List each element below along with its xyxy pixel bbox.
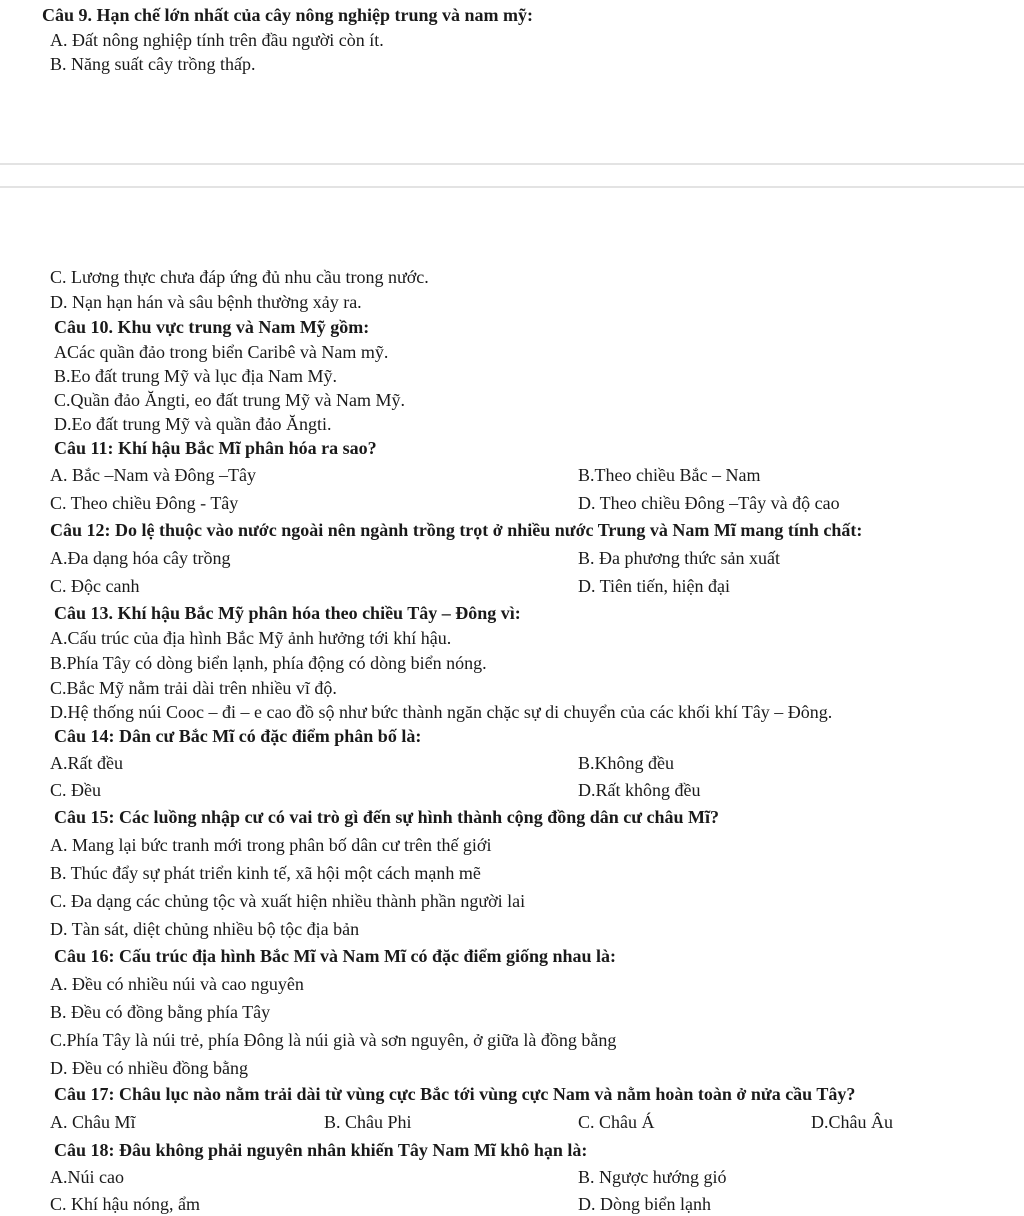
question-12-option-c: C. Độc canh xyxy=(50,576,140,596)
question-17-title: Câu 17: Châu lục nào nằm trải dài từ vùng cực Bắc tới vùng cực Nam và nằm hoàn toàn ở nửa cầu Tây? xyxy=(54,1084,856,1104)
question-17-option-b: B. Châu Phi xyxy=(324,1112,412,1132)
question-15-option-b: B. Thúc đẩy sự phát triển kinh tế, xã hội một cách mạnh mẽ xyxy=(50,863,481,883)
question-13-option-a: A.Cấu trúc của địa hình Bắc Mỹ ảnh hưởng tới khí hậu. xyxy=(50,628,452,648)
question-18-option-d: D. Dòng biển lạnh xyxy=(578,1194,711,1214)
question-16-option-b: B. Đều có đồng bằng phía Tây xyxy=(50,1002,271,1022)
question-18-option-b: B. Ngược hướng gió xyxy=(578,1167,727,1187)
question-18-title: Câu 18: Đâu không phải nguyên nhân khiến Tây Nam Mĩ khô hạn là: xyxy=(54,1140,588,1160)
question-18-option-c: C. Khí hậu nóng, ẩm xyxy=(50,1194,200,1214)
question-16-option-d: D. Đều có nhiều đồng bằng xyxy=(50,1058,248,1078)
question-15-option-a: A. Mang lại bức tranh mới trong phân bố dân cư trên thế giới xyxy=(50,835,492,855)
question-13-title: Câu 13. Khí hậu Bắc Mỹ phân hóa theo chiều Tây – Đông vì: xyxy=(54,603,521,623)
question-15-option-c: C. Đa dạng các chủng tộc và xuất hiện nhiều thành phần người lai xyxy=(50,891,526,911)
question-13-option-b: B.Phía Tây có dòng biển lạnh, phía động có dòng biển nóng. xyxy=(50,653,487,673)
question-13-option-d: D.Hệ thống núi Cooc – đi – e cao đồ sộ như bức thành ngăn chặc sự di chuyển của các khối khí Tây – Đông. xyxy=(50,702,833,722)
question-11-option-a: A. Bắc –Nam và Đông –Tây xyxy=(50,465,256,485)
question-16-option-a: A. Đều có nhiều núi và cao nguyên xyxy=(50,974,304,994)
question-12-option-b: B. Đa phương thức sản xuất xyxy=(578,548,780,568)
question-15-option-d: D. Tàn sát, diệt chủng nhiều bộ tộc địa bản xyxy=(50,919,360,939)
question-10-option-b: B.Eo đất trung Mỹ và lục địa Nam Mỹ. xyxy=(54,366,337,386)
question-14-option-d: D.Rất không đều xyxy=(578,780,701,800)
question-18-option-a: A.Núi cao xyxy=(50,1167,124,1187)
question-13-option-c: C.Bắc Mỹ nằm trải dài trên nhiều vĩ độ. xyxy=(50,678,337,698)
question-10-title: Câu 10. Khu vực trung và Nam Mỹ gồm: xyxy=(54,317,370,337)
question-16-option-c: C.Phía Tây là núi trẻ, phía Đông là núi già và sơn nguyên, ở giữa là đồng bằng xyxy=(50,1030,617,1050)
question-11-title: Câu 11: Khí hậu Bắc Mĩ phân hóa ra sao? xyxy=(54,438,377,458)
question-12-option-d: D. Tiên tiến, hiện đại xyxy=(578,576,730,596)
question-10-option-a: ACác quần đảo trong biển Caribê và Nam mỹ. xyxy=(54,342,389,362)
question-14-option-c: C. Đều xyxy=(50,780,101,800)
question-9-option-d: D. Nạn hạn hán và sâu bệnh thường xảy ra. xyxy=(50,292,362,312)
section-divider-bottom xyxy=(0,186,1024,188)
question-9-option-c: C. Lương thực chưa đáp ứng đủ nhu cầu trong nước. xyxy=(50,267,429,287)
question-17-option-c: C. Châu Á xyxy=(578,1112,655,1132)
question-11-option-b: B.Theo chiều Bắc – Nam xyxy=(578,465,761,485)
question-9-title: Câu 9. Hạn chế lớn nhất của cây nông nghiệp trung và nam mỹ: xyxy=(42,5,534,25)
question-14-option-b: B.Không đều xyxy=(578,753,674,773)
question-10-option-d: D.Eo đất trung Mỹ và quần đảo Ăngti. xyxy=(54,414,332,434)
question-12-option-a: A.Đa dạng hóa cây trồng xyxy=(50,548,231,568)
question-14-title: Câu 14: Dân cư Bắc Mĩ có đặc điểm phân bố là: xyxy=(54,726,422,746)
question-17-option-d: D.Châu Âu xyxy=(811,1112,893,1132)
question-11-option-d: D. Theo chiều Đông –Tây và độ cao xyxy=(578,493,840,513)
question-17-option-a: A. Châu Mĩ xyxy=(50,1112,136,1132)
question-9-option-b: B. Năng suất cây trồng thấp. xyxy=(50,54,256,74)
question-9-option-a: A. Đất nông nghiệp tính trên đầu người còn ít. xyxy=(50,30,384,50)
question-11-option-c: C. Theo chiều Đông - Tây xyxy=(50,493,239,513)
question-16-title: Câu 16: Cấu trúc địa hình Bắc Mĩ và Nam Mĩ có đặc điểm giống nhau là: xyxy=(54,946,617,966)
question-15-title: Câu 15: Các luồng nhập cư có vai trò gì đến sự hình thành cộng đồng dân cư châu Mĩ? xyxy=(54,807,720,827)
question-14-option-a: A.Rất đều xyxy=(50,753,123,773)
section-divider-top xyxy=(0,163,1024,165)
question-12-title: Câu 12: Do lệ thuộc vào nước ngoài nên ngành trồng trọt ở nhiều nước Trung và Nam Mĩ mang tính chất: xyxy=(50,520,863,540)
question-10-option-c: C.Quần đảo Ăngti, eo đất trung Mỹ và Nam Mỹ. xyxy=(54,390,405,410)
